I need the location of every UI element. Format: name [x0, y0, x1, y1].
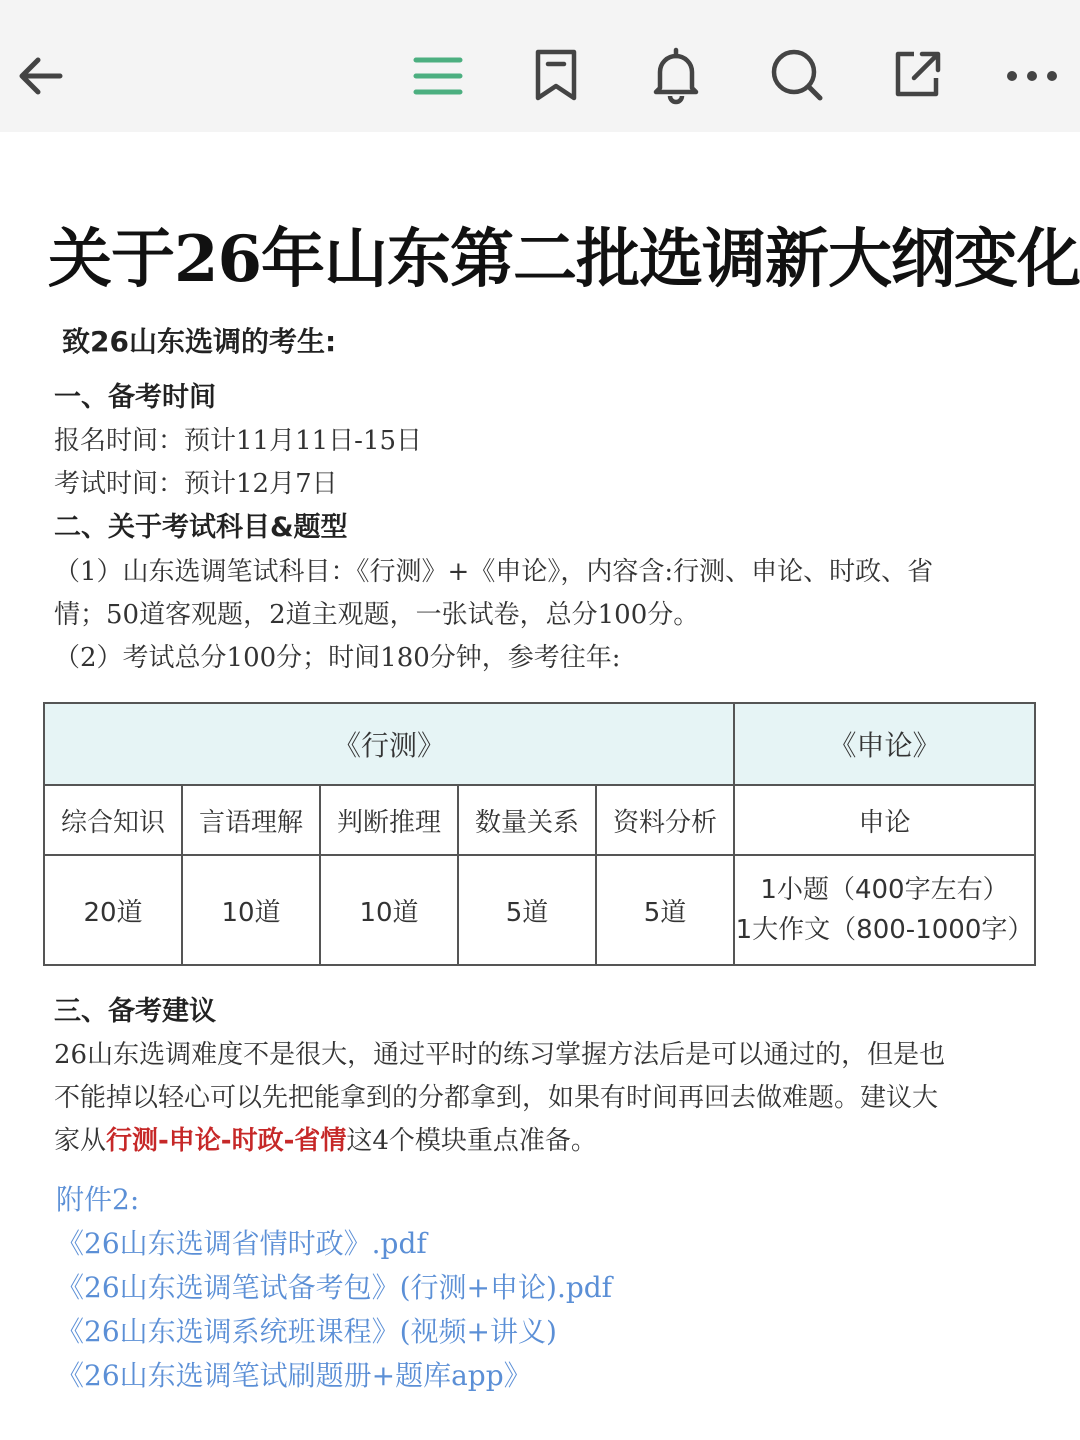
advice-line3-prefix: 家从	[54, 1126, 107, 1156]
share-icon[interactable]	[884, 42, 948, 106]
table-count-cell: 10道	[320, 855, 458, 965]
score-time-paragraph: （2）考试总分100分；时间180分钟，参考往年:	[54, 643, 621, 673]
table-subject-cell: 资料分析	[596, 785, 734, 855]
table-count-cell: 5道	[596, 855, 734, 965]
section3-heading: 三、备考建议	[54, 996, 216, 1027]
essay-line1: 1小题（400字左右）	[760, 875, 1009, 905]
essay-line2: 1大作文（800-1000字）	[735, 915, 1034, 945]
table-count-cell: 20道	[44, 855, 182, 965]
more-icon[interactable]	[1000, 42, 1064, 106]
section1-heading: 一、备考时间	[54, 382, 216, 413]
subjects-paragraph-line1: （1）山东选调笔试科目：《行测》+《申论》，内容含:行测、申论、时政、省	[54, 557, 934, 587]
table-subject-cell: 综合知识	[44, 785, 182, 855]
bookmark-icon[interactable]	[524, 42, 588, 106]
attachments-label: 附件2:	[56, 1183, 140, 1216]
table-subject-cell: 数量关系	[458, 785, 596, 855]
advice-line1: 26山东选调难度不是很大，通过平时的练习掌握方法后是可以通过的，但是也	[54, 1040, 946, 1070]
menu-icon[interactable]	[406, 42, 470, 106]
subjects-paragraph-line2: 情；50道客观题，2道主观题，一张试卷，总分100分。	[54, 600, 700, 630]
top-toolbar	[0, 0, 1080, 132]
table-essay-cell	[734, 855, 1035, 965]
attachment-link[interactable]: 《26山东选调系统班课程》(视频+讲义)	[56, 1315, 557, 1348]
bell-icon[interactable]	[644, 42, 708, 106]
advice-line3-suffix: 这4个模块重点准备。	[346, 1126, 597, 1156]
back-arrow-icon[interactable]	[8, 42, 72, 106]
table-count-cell: 5道	[458, 855, 596, 965]
advice-line3	[54, 1120, 1034, 1163]
table-group-header-shenlun: 《申论》	[734, 703, 1035, 785]
advice-line2: 不能掉以轻心可以先把能拿到的分都拿到，如果有时间再回去做难题。建议大	[54, 1083, 939, 1113]
salutation: 致26山东选调的考生:	[62, 325, 337, 358]
exam-time: 考试时间：预计12月7日	[54, 469, 338, 499]
module-highlight: 行测-申论-时政-省情	[106, 1126, 347, 1156]
table-subject-cell: 申论	[734, 785, 1035, 855]
search-icon[interactable]	[764, 42, 828, 106]
attachment-link[interactable]: 《26山东选调省情时政》.pdf	[56, 1227, 427, 1260]
table-group-header-xingce: 《行测》	[44, 703, 734, 785]
article-title: 关于26年山东第二批选调新大纲变化	[48, 222, 1080, 297]
table-subject-cell: 言语理解	[182, 785, 320, 855]
exam-structure-table	[43, 702, 1036, 966]
table-subject-cell: 判断推理	[320, 785, 458, 855]
attachment-link[interactable]: 《26山东选调笔试刷题册+题库app》	[56, 1359, 532, 1392]
table-count-cell: 10道	[182, 855, 320, 965]
attachment-link[interactable]: 《26山东选调笔试备考包》(行测+申论).pdf	[56, 1271, 613, 1304]
section2-heading: 二、关于考试科目&题型	[54, 512, 348, 543]
registration-time: 报名时间：预计11月11日-15日	[54, 426, 423, 456]
